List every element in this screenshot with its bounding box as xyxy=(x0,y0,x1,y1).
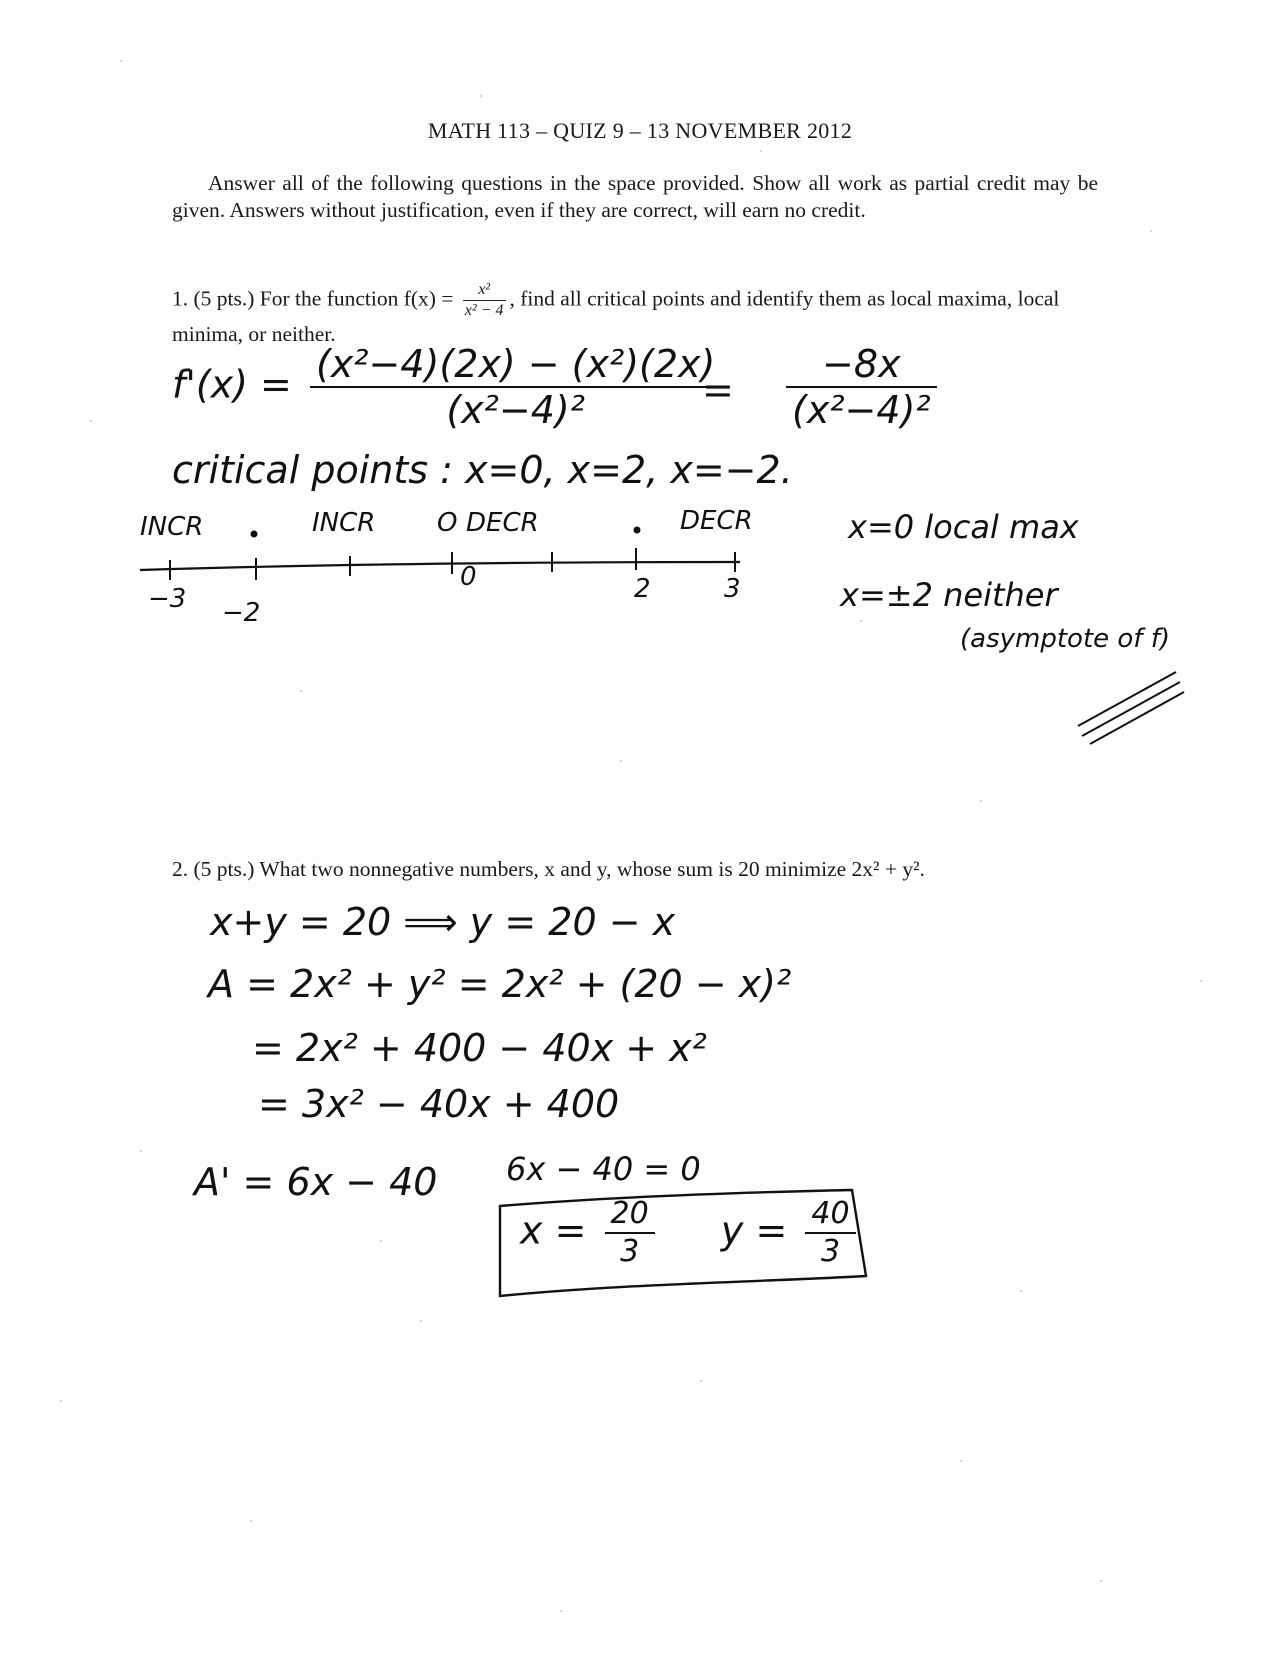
answer-box xyxy=(500,1190,866,1296)
q2-solve: 6x − 40 = 0 xyxy=(506,1150,701,1188)
derivative-numerator: (x²−4)(2x) − (x²)(2x) xyxy=(310,342,721,388)
answer-y-denominator: 3 xyxy=(820,1234,841,1269)
answer-y-label: y = xyxy=(720,1208,788,1253)
derivative-lhs: f'(x) = xyxy=(172,362,292,407)
fraction-denominator: x² − 4 xyxy=(464,302,504,319)
page-title: MATH 113 – QUIZ 9 – 13 NOVEMBER 2012 xyxy=(427,118,853,143)
simplified-denominator: (x²−4)² xyxy=(792,388,931,432)
tick-label-neg3: −3 xyxy=(148,584,187,614)
question-1-lead: 1. (5 pts.) For the function f(x) = xyxy=(172,286,454,311)
answer-x-label: x = xyxy=(520,1208,587,1253)
sign-incr-mid: INCR xyxy=(312,508,376,538)
sign-dot-left xyxy=(251,531,258,538)
tick-label-2: 2 xyxy=(634,574,651,604)
answer-x-numerator: 20 xyxy=(605,1196,655,1234)
check-slashes xyxy=(1078,672,1184,744)
simplified-numerator: −8x xyxy=(786,342,937,388)
result-asymptote-note: (asymptote of f) xyxy=(960,624,1171,654)
q2-line-4: = 3x² − 40x + 400 xyxy=(258,1082,620,1126)
tick-label-3: 3 xyxy=(724,574,741,604)
q2-derivative: A' = 6x − 40 xyxy=(194,1160,438,1204)
derivative-denominator: (x²−4)² xyxy=(446,388,585,432)
tick-label-0: 0 xyxy=(460,562,477,592)
q2-line-3: = 2x² + 400 − 40x + x² xyxy=(252,1026,707,1070)
answer-y-numerator: 40 xyxy=(805,1196,855,1234)
q2-line-2: A = 2x² + y² = 2x² + (20 − x)² xyxy=(208,962,792,1006)
tick-label-neg2: −2 xyxy=(222,598,261,628)
number-line-ticks xyxy=(170,548,735,580)
number-line xyxy=(140,562,740,570)
answer-x-denominator: 3 xyxy=(620,1234,640,1269)
sign-zero-marker: O xyxy=(437,508,458,538)
q2-line-1: x+y = 20 ⟹ y = 20 − x xyxy=(210,900,676,944)
question-2: 2. (5 pts.) What two nonnegative numbers, x and y, whose sum is 20 minimize 2x² + y². xyxy=(172,857,925,881)
critical-points: critical points : x=0, x=2, x=−2. xyxy=(172,448,793,492)
instructions: Answer all of the following questions in the space provided. Show all work as partial credit may be given. Answers without justification, even if they are correct, will earn no credit. xyxy=(172,171,1098,222)
sign-incr-left: INCR xyxy=(140,512,204,542)
result-local-max: x=0 local max xyxy=(848,508,1079,546)
sign-dot-right xyxy=(634,527,641,534)
derivative-equals: = xyxy=(702,368,734,412)
fraction-numerator: x² xyxy=(463,280,506,301)
question-1-tail: , find all critical points and identify them as local maxima, local minima, or neither. xyxy=(172,286,1060,346)
result-neither: x=±2 neither xyxy=(840,576,1058,614)
sign-decr-right: DECR xyxy=(680,506,753,536)
sign-decr-mid: DECR xyxy=(466,508,539,538)
